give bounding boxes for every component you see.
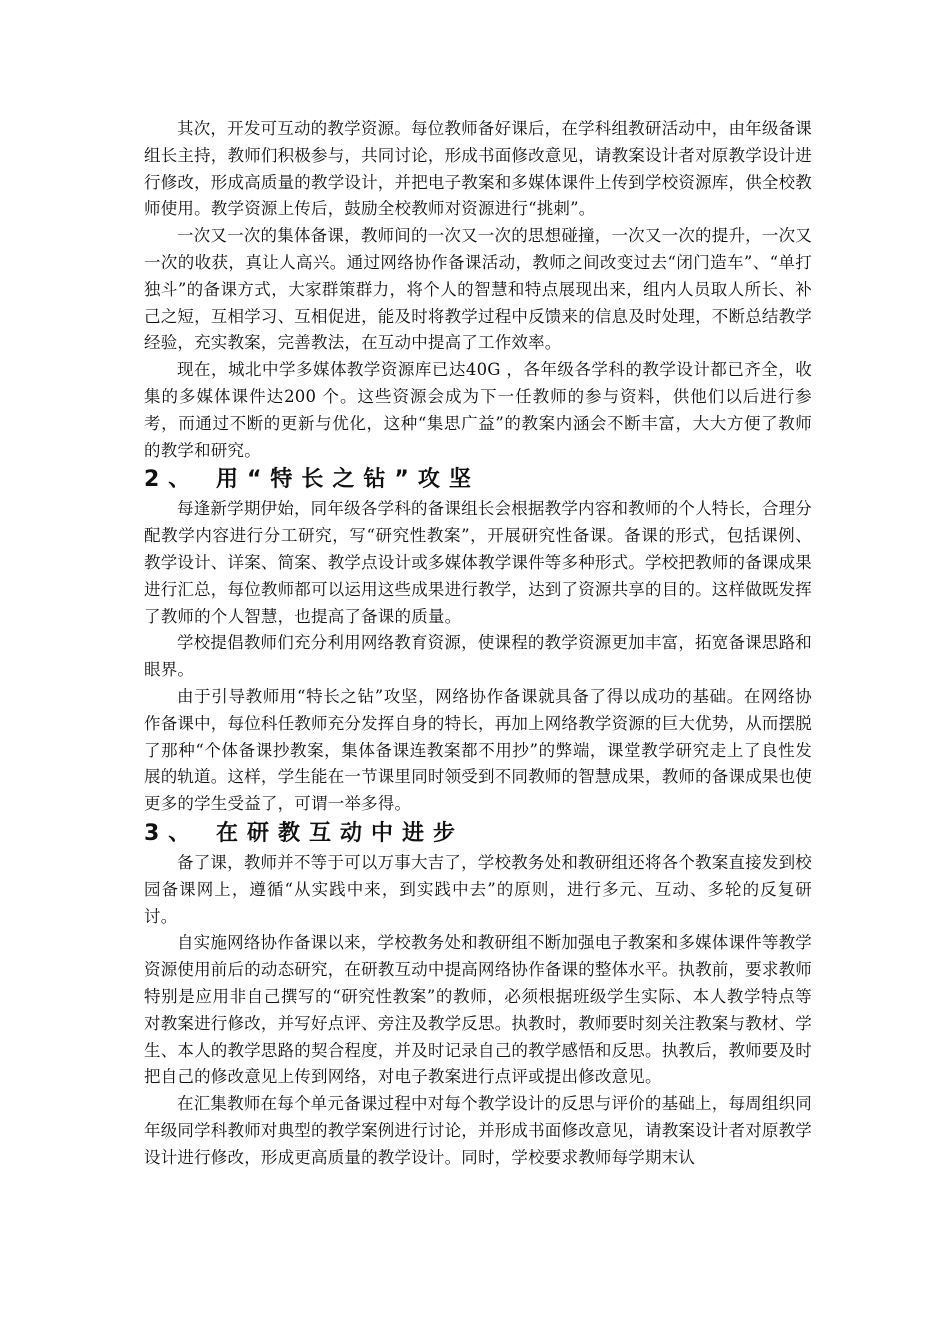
paragraph-weekly-discussion: 在汇集教师在每个单元备课过程中对每个教学设计的反思与评价的基础上，每周组织同年级同学科教师对典型的教学案例进行讨论，并形成书面修改意见，请教案设计者对原教学设计进行修改，形成更高质量的教学设计。同时，学校要求教师每学期末认 xyxy=(144,1094,812,1167)
paragraph-strength-approach: 由于引导教师用“特长之钻”攻坚，网络协作备课就具备了得以成功的基础。在网络协作备课中，每位科任教师充分发挥自身的特长，再加上网络教学资源的巨大优势，从而摆脱了那种“个体备课抄教案，集体备课连教案都不用抄”的弊端，课堂教学研究走上了良性发展的轨道。这样，学生能在一节课里同时领受到不同教师的智慧成果，教师的备课成果也使更多的学生受益了，可谓一举多得。 xyxy=(144,686,812,814)
paragraph-after-preparation: 备了课，教师并不等于可以万事大吉了，学校教务处和教研组还将各个教案直接发到校园备课网上，遵循“从实践中来，到实践中去”的原则，进行多元、互动、多轮的反复研讨。 xyxy=(144,852,812,926)
section-heading-3: 3、 在研教互动中进步 xyxy=(144,820,464,846)
paragraph-dynamic-research: 自实施网络协作备课以来，学校教务处和教研组不断加强电子教案和多媒体课件等教学资源使用前后的动态研究，在研教互动中提高网络协作备课的整体水平。执教前，要求教师特别是应用非自己撰写的“研究性教案”的教师，必须根据班级学生实际、本人教学特点等对教案进行修改，并写好点评、旁注及教学反思。执教时，教师要时刻关注教案与教材、学生、本人的教学思路的契合程度，并及时记录自己的教学感悟和反思。执教后，教师要及时把自己的修改意见上传到网络，对电子教案进行点评或提出修改意见。 xyxy=(144,933,812,1087)
section-heading-2: 2、 用“特长之钻”攻坚 xyxy=(144,467,480,493)
paragraph-resources-interactive: 其次，开发可互动的教学资源。每位教师备好课后，在学科组教研活动中，由年级备课组长主持，教师们积极参与，共同讨论，形成书面修改意见，请教案设计者对原教学设计进行修改，形成高质量的教学设计，并把电子教案和多媒体课件上传到学校资源库，供全校教师使用。教学资源上传后，鼓励全校教师对资源进行“挑刺”。 xyxy=(144,119,812,219)
paragraph-collective-lesson-prep: 一次又一次的集体备课，教师间的一次又一次的思想碰撞，一次又一次的提升，一次又一次的收获，真让人高兴。通过网络协作备课活动，教师之间改变过去“闭门造车”、“单打独斗”的备课方式，大家群策群力，将个人的智慧和特点展现出来，组内人员取人所长、补己之短，互相学习、互相促进，能及时将教学过程中反馈来的信息及时处理，不断总结教学经验，充实教案，完善教法，在互动中提高了工作效率。 xyxy=(144,226,812,353)
paragraph-resource-library: 现在，城北中学多媒体教学资源库已达40G ，各年级各学科的教学设计都已齐全，收集的多媒体课件达200 个。这些资源会成为下一任教师的参与资料，供他们以后进行参考，而通过不断的更新与优化，这种“集思广益”的教案内涵会不断丰富，大大方便了教师的教学和研究。 xyxy=(144,360,812,460)
paragraph-division-of-work: 每逢新学期伊始，同年级各学科的备课组长会根据教学内容和教师的个人特长，合理分配教学内容进行分工研究，写“研究性教案”，开展研究性备课。备课的形式，包括课例、教学设计、详案、简案、教学点设计或多媒体教学课件等多种形式。学校把教师的备课成果进行汇总，每位教师都可以运用这些成果进行教学，达到了资源共享的目的。这样做既发挥了教师的个人智慧，也提高了备课的质量。 xyxy=(144,499,812,626)
document-body xyxy=(144,116,812,1171)
paragraph-network-resources: 学校提倡教师们充分利用网络教育资源，使课程的教学资源更加丰富，拓宽备课思路和眼界。 xyxy=(144,633,812,680)
